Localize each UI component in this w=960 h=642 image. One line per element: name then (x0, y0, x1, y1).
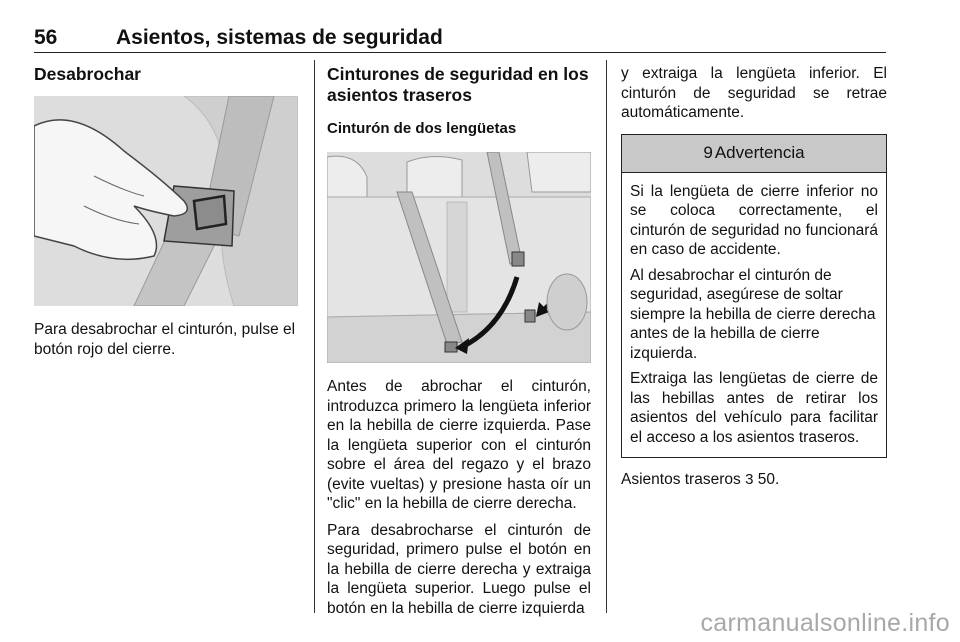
warning-box (621, 134, 887, 459)
warning-paragraph-2: Al desabrochar el cinturón de seguridad, asegúrese de soltar siempre la hebilla de cierre derecha antes de la hebilla de cierre izquierda. (630, 266, 876, 362)
column-1 (34, 64, 300, 359)
page-reference-arrow-icon: 3 (745, 471, 754, 488)
column-3 (621, 64, 887, 490)
rear-seat-figure (327, 152, 591, 363)
column-divider-left (314, 60, 315, 613)
cross-reference-page[interactable]: 50. (757, 471, 780, 488)
buckle-release-illustration (34, 96, 298, 306)
column-divider-right (606, 60, 607, 613)
body-text-continuation: y extraiga la lengüeta inferior. El cinturón de seguridad se retrae automáticamente. (621, 65, 887, 121)
body-text-desabrochar: Para desabrochar el cinturón, pulse el botón rojo del cierre. (34, 321, 296, 358)
header-bar (34, 26, 886, 52)
page-title: Asientos, sistemas de seguridad (116, 26, 443, 49)
warning-body (622, 173, 886, 458)
body-text-fastening: Antes de abrochar el cinturón, introduzca primero la lengüeta inferior en la hebilla de cierre izquierda. Pase la lengüeta superior con el cinturón sobre el área del regazo y el brazo (evite vueltas) y presione hasta oír un "clic" en la hebilla de cierre derecha. (327, 378, 591, 512)
warning-header (622, 135, 886, 173)
warning-paragraph-1: Si la lengüeta de cierre inferior no se coloca correctamente, el cinturón de seguridad no funcionará en caso de accidente. (630, 182, 878, 258)
cross-reference-text[interactable]: Asientos traseros (621, 471, 741, 488)
watermark: carmanualsonline.info (700, 609, 950, 637)
cross-reference[interactable] (621, 470, 887, 490)
page-number: 56 (34, 26, 58, 49)
body-text-unfastening: Para desabrocharse el cinturón de seguridad, primero pulse el botón en la hebilla de cierre derecha y extraiga la lengüeta superior. Luego pulse el botón en la hebilla de cierre izquierda (327, 521, 591, 617)
section-heading-rear-belts: Cinturones de seguridad en los asientos traseros (327, 64, 589, 105)
subheading-two-tongue-belt: Cinturón de dos lengüetas (327, 120, 517, 137)
column-2 (327, 64, 591, 618)
header-divider (34, 52, 886, 53)
warning-triangle-icon: 9 (703, 143, 713, 162)
rear-seat-belt-illustration (327, 152, 591, 363)
warning-title: Advertencia (714, 143, 805, 162)
section-heading-desabrochar: Desabrochar (34, 64, 141, 84)
warning-paragraph-3: Extraiga las lengüetas de cierre de las hebillas antes de retirar los asientos del vehículo para facilitar el acceso a los asientos traseros. (630, 370, 878, 446)
hand-pressing-buckle-figure (34, 96, 298, 306)
